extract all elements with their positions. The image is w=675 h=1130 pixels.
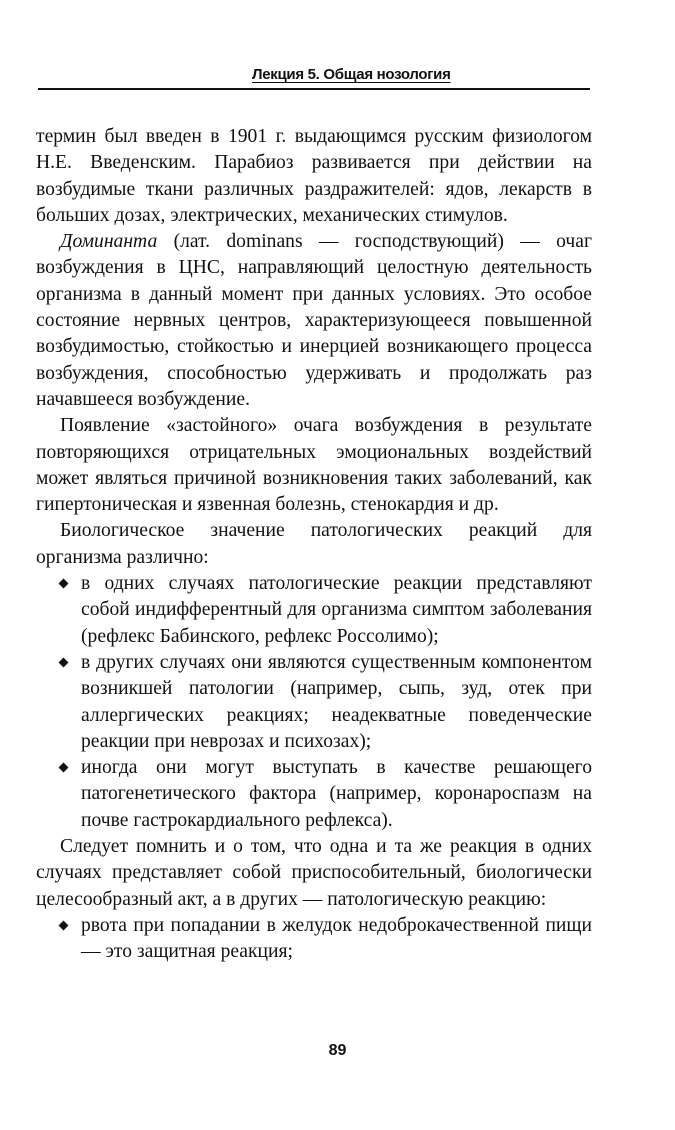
diamond-bullet-icon [59,657,69,667]
page-body [36,124,592,966]
list-item [36,650,592,755]
diamond-bullet-icon [59,579,69,589]
diamond-bullet-icon [59,763,69,773]
paragraph-same-reaction: Следует помнить и о том, что одна и та же реакция в одних случаях представляет собой приспособительный, биологически целесообразный акт, а в других — патологическую реакцию: [36,836,592,910]
paragraph-stagnant-focus: Появление «застойного» очага возбуждения в результате повторяющихся отрицательных эмоциональных воздействий может являться причиной возникновения таких заболеваний, как гипертоническая и язвенная болезнь, стенокардия и др. [36,415,592,516]
list-item-text: в других случаях они являются существенным компонентом возникшей патологии (например, сыпь, зуд, отек при аллергических реакциях; неадекватные поведенческие реакции при неврозах и психозах); [81,651,592,752]
running-header [38,66,590,90]
paragraph-biological-significance: Биологическое значение патологических реакций для организма различно: [36,520,592,568]
list-item [36,755,592,834]
bullet-list-significance [36,571,592,834]
paragraph-dominanta [36,229,592,413]
running-header-title: Лекция 5. Общая нозология [252,66,451,83]
list-item-text: в одних случаях патологические реакции представляют собой индифферентный для организма симптом заболевания (рефлекс Бабинского, рефлекс Россолимо); [81,573,592,647]
paragraph-dominanta-text: (лат. dominans — господствующий) — очаг возбуждения в ЦНС, направляющий целостную деятельность организма в данный момент при данных условиях. Это особое состояние нервных центров, характеризующееся повышенной возбудимостью, стойкостью и инерцией возникающего процесса возбуждения, способностью удерживать и продолжать раз начавшееся возбуждение. [36,231,592,410]
list-item [36,571,592,650]
list-item [36,913,592,966]
page-number: 89 [328,1042,347,1059]
paragraph-parabiosis-continued: термин был введен в 1901 г. выдающимся русским физиологом Н.Е. Введенским. Парабиоз развивается при действии на возбудимые ткани различных раздражителей: ядов, лекарств в больших дозах, электрических, механических стимулов. [36,126,592,226]
list-item-text: рвота при попадании в желудок недоброкачественной пищи — это защитная реакция; [81,914,592,963]
bullet-list-examples [36,913,592,966]
diamond-bullet-icon [59,920,69,930]
term-dominanta: Доминанта [60,231,158,253]
list-item-text: иногда они могут выступать в качестве решающего патогенетического фактора (например, коронароспазм на почве гастрокардиального рефлекса). [81,757,592,831]
